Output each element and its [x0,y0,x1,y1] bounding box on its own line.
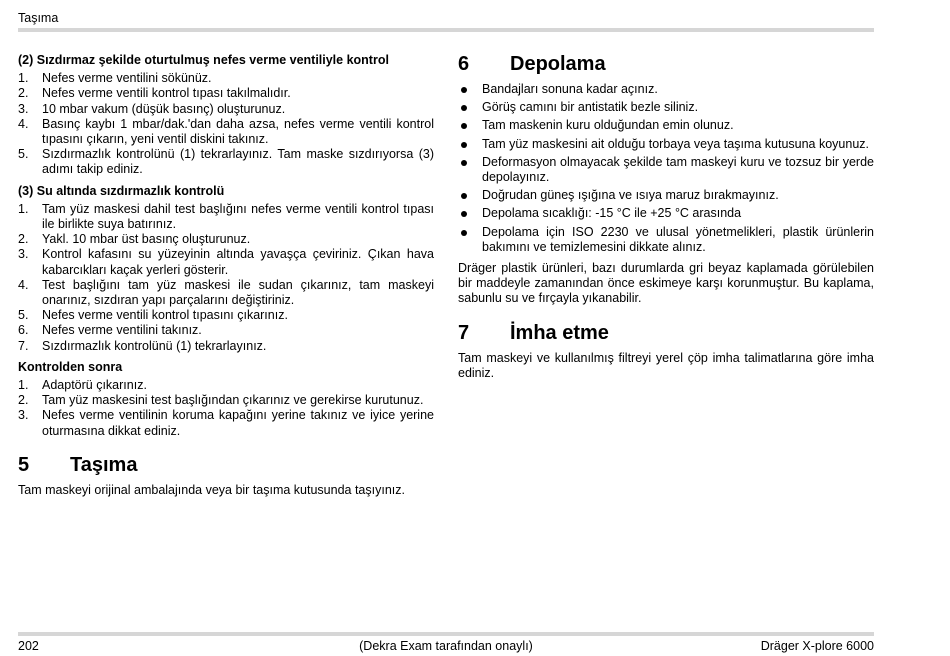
step-number: 4. [18,277,29,292]
step-number: 7. [18,338,29,353]
bullet-item [458,137,874,152]
step-number: 3. [18,247,29,262]
bullet-dot-icon [461,211,467,217]
bullet-text: Tam yüz maskesini ait olduğu torbaya veya taşıma kutusuna koyunuz. [482,136,870,151]
bullet-text: Tam maskenin kuru olduğundan emin olunuz. [482,118,734,133]
storage-paragraph: Dräger plastik ürünleri, bazı durumlarda gri beyaz kaplamada görülebilen bir maddeyle zamanından önce eskimeye karşı korunmuştur. Bu kaplama, sabunlu su ve fırçayla yıkanabilir. [458,261,874,306]
step-text: Nefes verme ventilini takınız. [42,323,202,338]
page-number: 202 [18,639,39,653]
step-number: 5. [18,147,29,162]
chapter-number: 7 [458,321,470,344]
bullet-dot-icon [461,193,467,199]
chapter-title: Depolama [510,53,606,75]
step-text: Nefes verme ventilini sökünüz. [42,71,212,86]
chapter-number: 6 [458,53,470,75]
step-item [18,408,434,438]
bullet-text: Görüş camını bir antistatik bezle siliniz. [482,100,699,115]
bullet-item [458,155,874,185]
step-text: Sızdırmazlık kontrolünü (1) tekrarlayınız. [42,338,267,353]
right-column [458,52,874,387]
bullet-item [458,225,874,255]
chapter-heading-transport [18,453,434,477]
step-item [18,86,434,101]
step-number: 2. [18,393,29,408]
step-item [18,71,434,86]
step-number: 4. [18,116,29,131]
step-text: Nefes verme ventili kontrol tıpasını çıkarınız. [42,308,288,323]
step-number: 6. [18,323,29,338]
step-item [18,202,434,232]
bullet-text: Depolama sıcaklığı: -15 °C ile +25 °C arasında [482,206,742,221]
bullet-text: Deformasyon olmayacak şekilde tam maskeyi kuru ve tozsuz bir yerde depolayınız. [482,154,874,185]
step-text: 10 mbar vakum (düşük basınç) oluşturunuz. [42,101,286,116]
bullet-text: Depolama için ISO 2230 ve ulusal yönetmelikleri, plastik ürünlerin bakımını ve temizlemesini dikkate alınız. [482,224,874,254]
chapter-heading-storage [458,52,874,76]
step-text: Sızdırmazlık kontrolünü (1) tekrarlayınız. Tam maske sızdırıyorsa (3) adımı takip ediniz. [42,147,434,177]
step-text: Tam yüz maskesini test başlığından çıkarınız ve gerekirse kurutunuz. [42,393,424,408]
step-item [18,102,434,117]
bullet-dot-icon [461,105,467,111]
step-item [18,147,434,177]
disposal-paragraph: Tam maskeyi ve kullanılmış filtreyi yerel çöp imha talimatlarına göre imha ediniz. [458,350,874,380]
step-item [18,339,434,354]
left-column [18,53,434,504]
step-item [18,378,434,393]
bullet-dot-icon [461,142,467,148]
step-number: 1. [18,71,29,86]
section-heading-seal-check: (2) Sızdırmaz şekilde oturtulmuş nefes verme ventiliyle kontrol [18,53,389,67]
bullet-item [458,82,874,97]
step-number: 3. [18,408,29,423]
step-text: Nefes verme ventilinin koruma kapağını yerine takınız ve iyice yerine oturmasına dikkat ediniz. [42,408,434,438]
step-text: Adaptörü çıkarınız. [42,378,147,393]
bullet-item [458,188,874,203]
bullet-item [458,100,874,115]
bullet-item [458,118,874,133]
header-rule [18,28,874,32]
step-text: Test başlığını tam yüz maskesi ile sudan çıkarınız, tam maskeyi onarınız, sızdıran yapı parçalarını değiştiriniz. [42,277,434,308]
chapter-heading-disposal [458,321,874,345]
step-text: Kontrol kafasını su yüzeyinin altında yavaşça çeviriniz. Çıkan hava kabarcıkları kaçak yerleri gösterir. [42,247,434,277]
step-number: 5. [18,308,29,323]
underwater-check-steps [18,202,434,354]
step-item [18,323,434,338]
running-header-title: Taşıma [18,11,59,25]
step-item [18,232,434,247]
step-item [18,393,434,408]
product-name: Dräger X-plore 6000 [760,639,874,653]
step-number: 2. [18,86,29,101]
chapter-title: Taşıma [70,453,138,476]
chapter-title: İmha etme [510,321,609,344]
step-text: Nefes verme ventili kontrol tıpası takılmalıdır. [42,86,291,101]
bullet-text: Bandajları sonuna kadar açınız. [482,82,658,96]
step-item [18,247,434,277]
bullet-text: Doğrudan güneş ışığına ve ısıya maruz bırakmayınız. [482,188,779,203]
step-item [18,308,434,323]
transport-paragraph: Tam maskeyi orijinal ambalajında veya bir taşıma kutusunda taşıyınız. [18,482,405,497]
storage-bullet-list [458,82,874,255]
bullet-dot-icon [461,87,467,93]
step-number: 1. [18,378,29,393]
after-check-steps [18,378,434,439]
step-number: 2. [18,232,29,247]
bullet-dot-icon [461,160,467,166]
bullet-item [458,206,874,221]
step-item [18,278,434,308]
bullet-dot-icon [461,123,467,129]
seal-check-steps [18,71,434,177]
step-text: Yakl. 10 mbar üst basınç oluşturunuz. [42,232,251,247]
step-item [18,117,434,147]
step-text: Tam yüz maskesi dahil test başlığını nefes verme ventili kontrol tıpası ile birlikte suya batırınız. [42,201,434,232]
section-heading-underwater-check: (3) Su altında sızdırmazlık kontrolü [18,183,225,198]
chapter-number: 5 [18,453,30,476]
approval-note: (Dekra Exam tarafından onaylı) [359,639,533,653]
step-number: 1. [18,201,29,216]
section-heading-after-check: Kontrolden sonra [18,359,123,374]
footer-rule [18,632,874,636]
bullet-dot-icon [461,230,467,236]
step-text: Basınç kaybı 1 mbar/dak.'dan daha azsa, nefes verme ventili kontrol tıpasını çıkarın, yeni ventil diskini takınız. [42,116,434,147]
step-number: 3. [18,101,29,116]
